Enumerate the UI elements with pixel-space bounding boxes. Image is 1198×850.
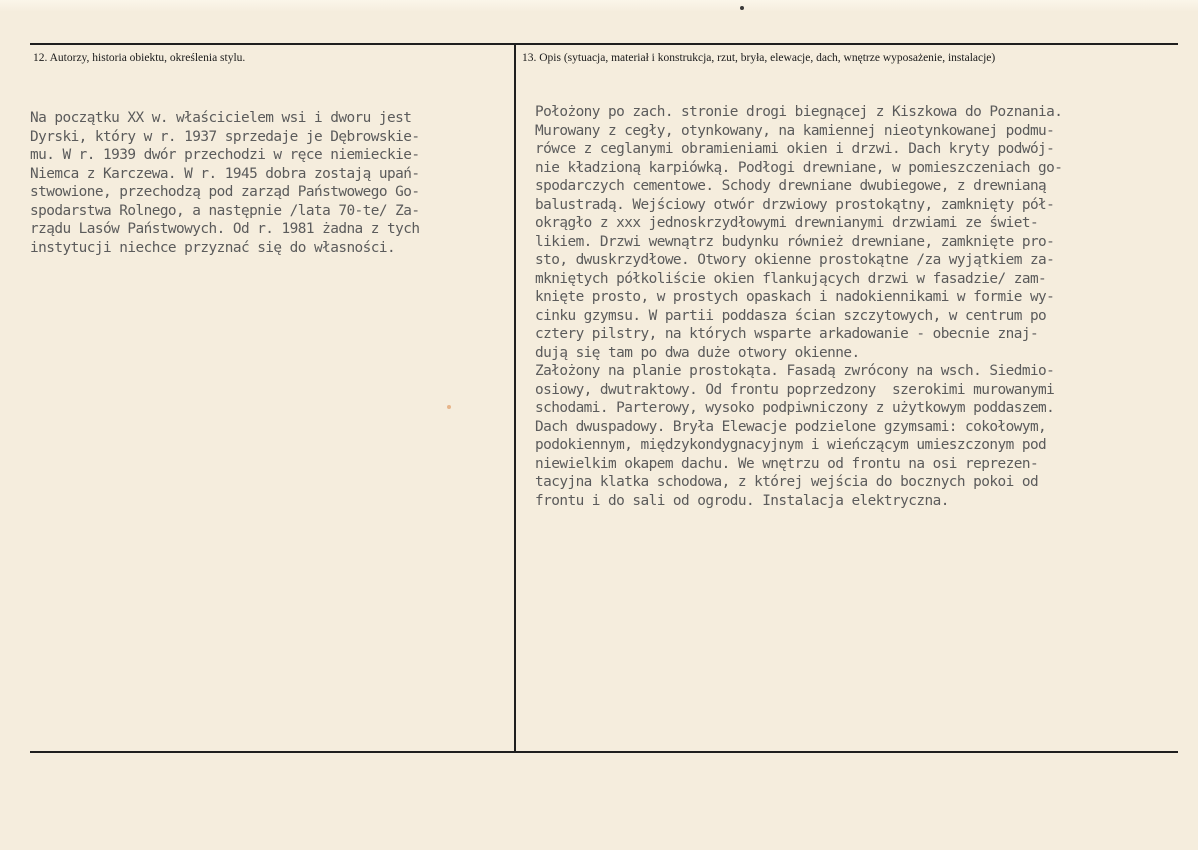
paper-mark (740, 6, 744, 10)
form-top-rule (30, 43, 1178, 45)
paper-top-edge (0, 0, 1198, 12)
form-bottom-rule (30, 751, 1178, 753)
description-typed-text: Położony po zach. stronie drogi biegnącej z Kiszkowa do Poznania. Murowany z cegły, otynkowany, na kamiennej nieotynkowanej podmu- rówce z ceglanymi obramieniami okien i drzwi. Dach kryty podwój- nie kładzioną karpiówką. Podłogi drewniane, w pomieszczeniach go- spodarczych cementowe. Schody drewniane dwubiegowe, z drewnianą balustradą. Wejściowy otwór drzwiowy prostokątny, zamknięty pół- okrągło z xxx jednoskrzydłowymi drewnianymi drzwiami ze świet- likiem. Drzwi wewnątrz budynku również drewniane, zamknięte pro- sto, dwuskrzydłowe. Otwory okienne prostokątne /za wyjątkiem za- mkniętych półkoliście okien flankujących drzwi w fasadzie/ zam- knięte prosto, w prostych opaskach i nadokiennikami w formie wy- cinku gzymsu. W partii poddasza ścian szczytowych, w centrum po cztery pilstry, na których wsparte arkadowanie - obecnie znaj- dują się tam po dwa duże otwory okienne. Założony na planie prostokąta. Fasadą zwrócony na wsch. Siedmio- osiowy, dwutraktowy. Od frontu poprzedzony szerokimi murowanymi schodami. Parterowy, wysoko podpiwniczony z użytkowym poddaszem. Dach dwuspadowy. Bryła Elewacje podzielone gzymsami: cokołowym, podokiennym, międzykondygnacyjnym i wieńczącym umieszczonym pod niewielkim okapem dachu. We wnętrzu od frontu na osi reprezen- tacyjna klatka schodowa, z której wejścia do bocznych pokoi od frontu i do sali od ogrodu. Instalacja elektryczna. (535, 104, 1063, 509)
section-12-header: 12. Autorzy, historia obiektu, określenia stylu. (33, 52, 246, 64)
section-13-header: 13. Opis (sytuacja, materiał i konstrukcja, rzut, bryła, elewacje, dach, wnętrze wyposażenie, instalacje) (522, 52, 996, 64)
paper-stain (447, 405, 451, 409)
form-column-divider (514, 43, 516, 752)
history-typed-text: Na początku XX w. właścicielem wsi i dworu jest Dyrski, który w r. 1937 sprzedaje je Dębrowskie- mu. W r. 1939 dwór przechodzi w ręce niemieckie- Niemca z Karczewa. W r. 1945 dobra zostają upań- stwowione, przechodzą pod zarząd Państwowego Go- spodarstwa Rolnego, a następnie /lata 70-te/ Za- rządu Lasów Państwowych. Od r. 1981 żadna z tych instytucji niechce przyznać się do własności. (30, 110, 420, 256)
